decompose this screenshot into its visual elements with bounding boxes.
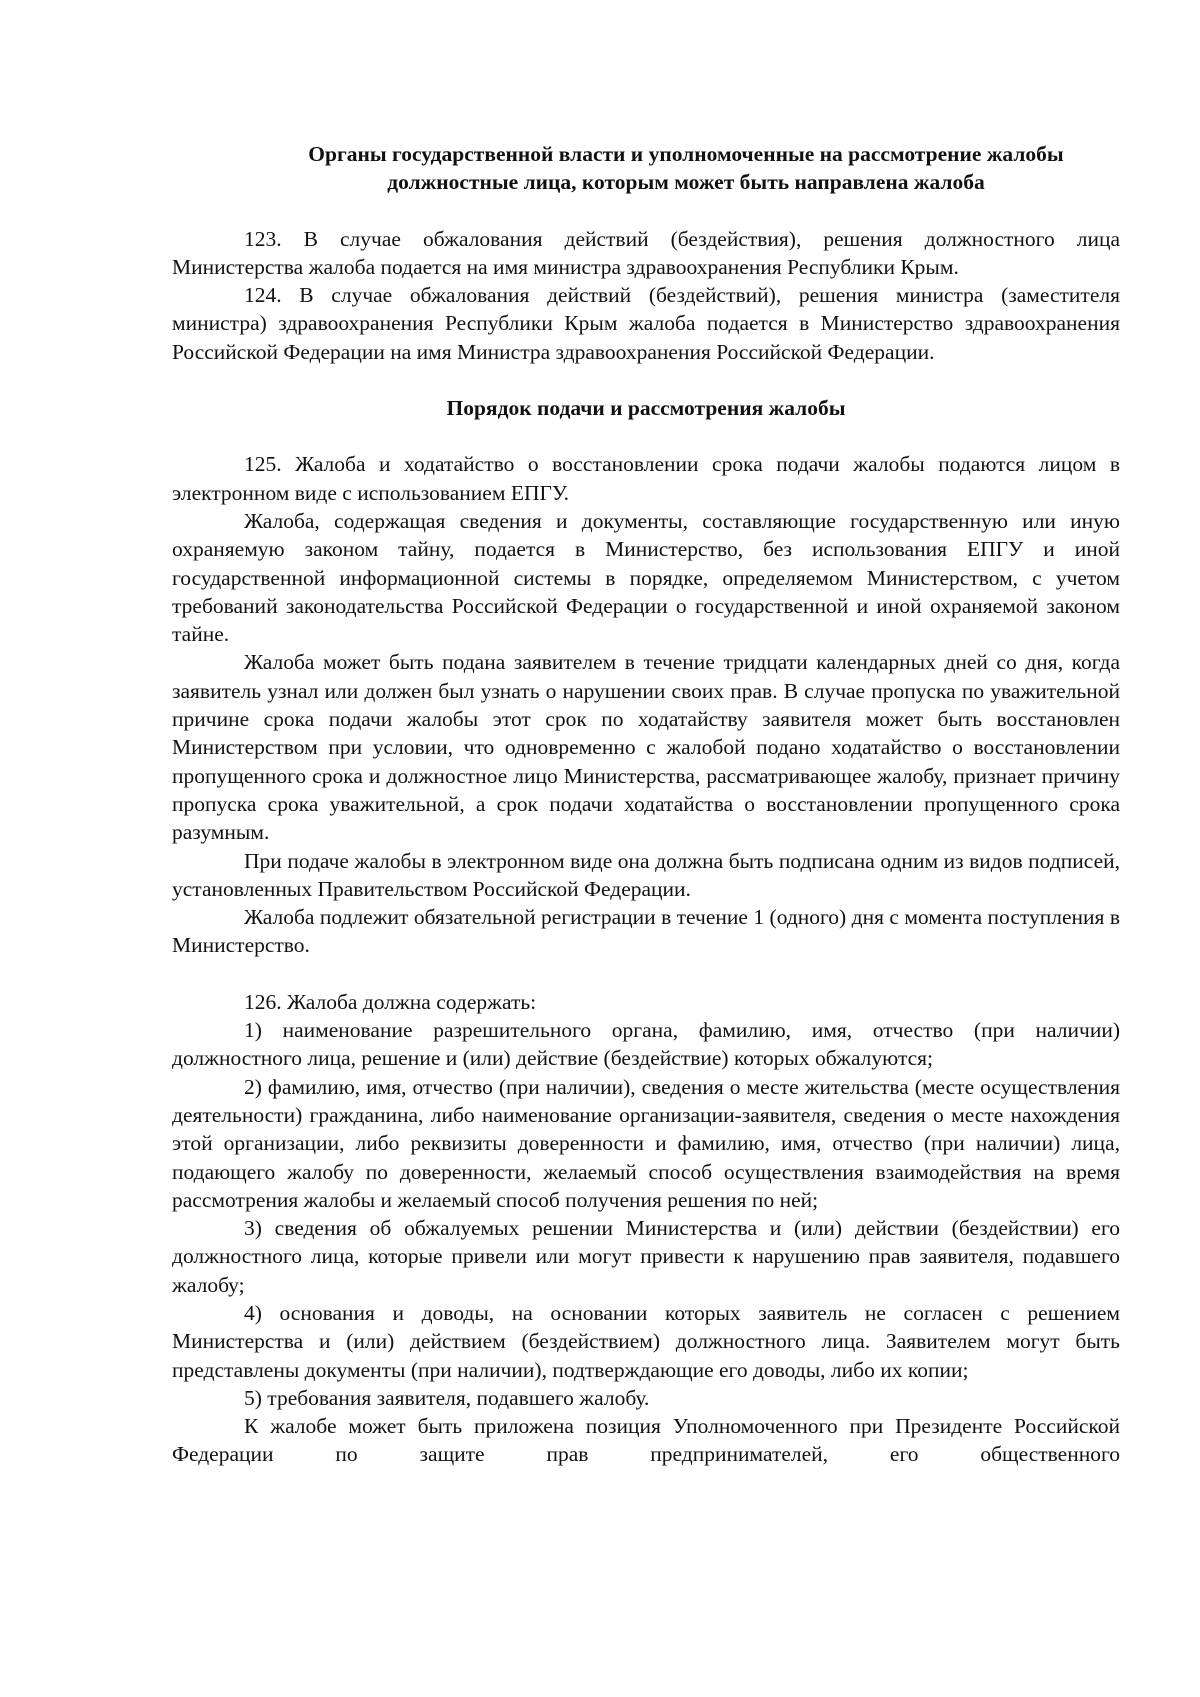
paragraph-123: 123. В случае обжалования действий (бездействия), решения должностного лица Министерства жалоба подается на имя министра здравоохранения Республики Крым.	[172, 226, 1120, 279]
list-item-126-4: 4) основания и доводы, на основании которых заявитель не согласен с решением Министерства и (или) действием (бездействием) должностного лица. Заявителем могут быть представлены документы (при наличии), подтверждающие его доводы, либо их копии;	[172, 1300, 1120, 1382]
section-heading-procedure: Порядок подачи и рассмотрения жалобы	[446, 396, 846, 421]
section-heading-authorities-line1: Органы государственной власти и уполномоченные на рассмотрение жалобы	[308, 142, 1064, 166]
document-page	[172, 140, 1120, 1469]
paragraph-125: 125. Жалоба и ходатайство о восстановлении срока подачи жалобы подаются лицом в электронном виде с использованием ЕПГУ.	[172, 452, 1120, 505]
paragraph-126-attachment: К жалобе может быть приложена позиция Уполномоченного при Президенте Российской Федерации по защите прав предпринимателей, его общественного	[172, 1414, 1120, 1467]
paragraph-125-secret: Жалоба, содержащая сведения и документы, составляющие государственную или иную охраняемую законом тайну, подается в Министерство, без использования ЕПГУ и иной государственной информационной системы в порядке, определяемом Министерством, с учетом требований законодательства Российской Федерации о государственной и иной охраняемой законом тайне.	[172, 508, 1120, 647]
section-heading-authorities	[172, 140, 1120, 197]
list-item-126-2: 2) фамилию, имя, отчество (при наличии), сведения о месте жительства (месте осуществления деятельности) гражданина, либо наименование организации-заявителя, сведения о месте нахождения этой организации, либо реквизиты доверенности и фамилию, имя, отчество (при наличии) лица, подающего жалобу по доверенности, желаемый способ осуществления взаимодействия на время рассмотрения жалобы и желаемый способ получения решения по ней;	[172, 1074, 1120, 1212]
list-item-126-5: 5) требования заявителя, подавшего жалобу.	[244, 1385, 650, 1410]
paragraph-125-signature: При подаче жалобы в электронном виде она должна быть подписана одним из видов подписей, установленных Правительством Российской Федерации.	[172, 848, 1120, 901]
list-item-126-1: 1) наименование разрешительного органа, фамилию, имя, отчество (при наличии) должностного лица, решение и (или) действие (бездействие) которых обжалуются;	[172, 1018, 1120, 1071]
paragraph-125-registration: Жалоба подлежит обязательной регистрации в течение 1 (одного) дня с момента поступления в Министерство.	[172, 905, 1120, 958]
paragraph-124: 124. В случае обжалования действий (бездействий), решения министра (заместителя министра) здравоохранения Республики Крым жалоба подается в Министерство здравоохранения Российской Федерации на имя Министра здравоохранения Российской Федерации.	[172, 283, 1120, 364]
list-item-126-3: 3) сведения об обжалуемых решении Министерства и (или) действии (бездействии) его должностного лица, которые привели или могут привести к нарушению прав заявителя, подавшего жалобу;	[172, 1216, 1120, 1297]
section-heading-authorities-line2: должностные лица, которым может быть направлена жалоба	[387, 170, 985, 195]
paragraph-125-deadline: Жалоба может быть подана заявителем в течение тридцати календарных дней со дня, когда заявитель узнал или должен был узнать о нарушении своих прав. В случае пропуска по уважительной причине срока подачи жалобы этот срок по ходатайству заявителя может быть восстановлен Министерством при условии, что одновременно с жалобой подано ходатайство о восстановлении пропущенного срока и должностное лицо Министерства, рассматривающее жалобу, признает причину пропуска срока уважительной, а срок подачи ходатайства о восстановлении пропущенного срока разумным.	[172, 650, 1120, 845]
paragraph-126: 126. Жалоба должна содержать:	[244, 989, 537, 1014]
